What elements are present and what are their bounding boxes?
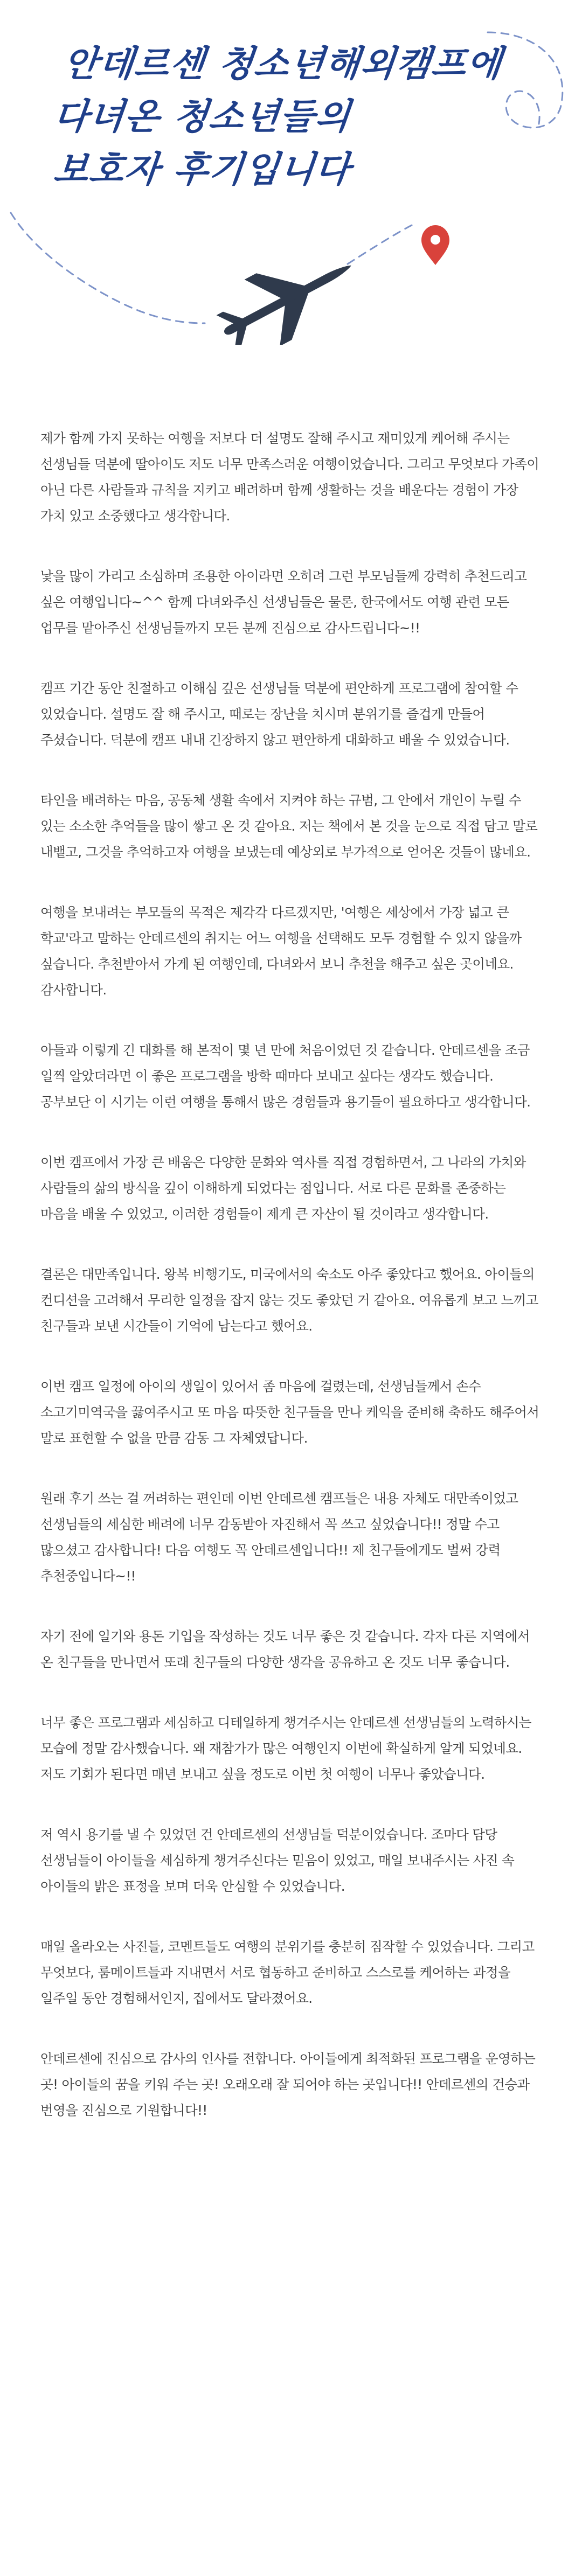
review-paragraph: 제가 함께 가지 못하는 여행을 저보다 더 설명도 잘해 주시고 재미있게 케어해 주시는 선생님들 덕분에 딸아이도 저도 너무 만족스러운 여행이었습니다. 그리고 무엇보다 가족이 아닌 다른 사람들과 규칙을 지키고 배려하며 함께 생활하는 것을 배운다는 경험이 가장 가치 있고 소중했다고 생각합니다. [40,430,539,524]
title-line-3: 보호자 후기입니다 [52,149,354,190]
dashed-path-left [11,213,205,323]
page-title [52,38,505,196]
review-paragraph: 이번 캠프에서 가장 큰 배움은 다양한 문화와 역사를 직접 경험하면서, 그 나라의 가치와 사람들의 삶의 방식을 깊이 이해하게 되었다는 점입니다. 서로 다른 문화를 존중하는 마음을 배울 수 있었고, 이러한 경험들이 제게 큰 자산이 될 것이라고 생각합니다. [40,1154,526,1222]
review-paragraph: 매일 올라오는 사진들, 코멘트들도 여행의 분위기를 충분히 짐작할 수 있었습니다. 그리고 무엇보다, 룸메이트들과 지내면서 서로 협동하고 준비하고 스스로를 케어하는 과정을 일주일 동안 경험해서인지, 집에서도 달라졌어요. [40,1939,535,2006]
review-paragraph: 낯을 많이 가리고 소심하며 조용한 아이라면 오히려 그런 부모님들께 강력히 추천드리고 싶은 여행입니다~^^ 함께 다녀와주신 선생님들은 물론, 한국에서도 여행 관련 모든 업무를 맡아주신 선생님들까지 모든 분께 진심으로 감사드립니다~!! [40,568,527,636]
review-paragraph: 이번 캠프 일정에 아이의 생일이 있어서 좀 마음에 걸렸는데, 선생님들께서 손수 소고기미역국을 끓여주시고 또 마음 따뜻한 친구들을 만나 케익을 준비해 축하도 해주어서 말로 표현할 수 없을 만큼 감동 그 자체였답니다. [40,1378,539,1446]
title-line-1: 안데르센 청소년해외캠프에 [61,43,505,85]
review-paragraph: 자기 전에 일기와 용돈 기입을 작성하는 것도 너무 좋은 것 같습니다. 각자 다른 지역에서 온 친구들을 만나면서 또래 친구들의 다양한 생각을 공유하고 온 것도 너무 좋습니다. [40,1628,530,1670]
review-paragraph: 타인을 배려하는 마음, 공동체 생활 속에서 지켜야 하는 규범, 그 안에서 개인이 누릴 수 있는 소소한 추억들을 많이 쌓고 온 것 같아요. 저는 책에서 본 것을 눈으로 직접 담고 말로 내뱉고, 그것을 추억하고자 여행을 보냈는데 예상외로 부가적으로 얻어온 것들이 많네요. [40,792,538,860]
map-pin-icon [421,225,449,265]
review-paragraph: 너무 좋은 프로그램과 세심하고 디테일하게 챙겨주시는 안데르센 선생님들의 노력하시는 모습에 정말 감사했습니다. 왜 재참가가 많은 여행인지 이번에 확실하게 알게 되었네요. 저도 기회가 된다면 매년 보내고 싶을 정도로 이번 첫 여행이 너무나 좋았습니다. [40,1715,531,1782]
review-paragraph: 원래 후기 쓰는 걸 꺼려하는 편인데 이번 안데르센 캠프들은 내용 자체도 대만족이었고 선생님들의 세심한 배려에 너무 감동받아 자진해서 꼭 쓰고 싶었습니다!! 정말 수고 많으셨고 감사합니다! 다음 여행도 꼭 안데르센입니다!! 제 친구들에게도 벌써 강력 추천중입니다~!! [40,1491,518,1584]
review-list [40,426,544,2158]
review-paragraph: 저 역시 용기를 낼 수 있었던 건 안데르센의 선생님들 덕분이었습니다. 조마다 담당 선생님들이 아이들을 세심하게 챙겨주신다는 믿음이 있었고, 매일 보내주시는 사진 속 아이들의 밝은 표정을 보며 더욱 안심할 수 있었습니다. [40,1827,515,1894]
review-paragraph: 여행을 보내려는 부모들의 목적은 제각각 다르겠지만, '여행은 세상에서 가장 넓고 큰 학교'라고 말하는 안데르센의 취지는 어느 여행을 선택해도 모두 경험할 수 있지 않을까 싶습니다. 추천받아서 가게 된 여행인데, 다녀와서 보니 추천을 해주고 싶은 곳이네요. 감사합니다. [40,904,522,998]
review-paragraph: 안데르센에 진심으로 감사의 인사를 전합니다. 아이들에게 최적화된 프로그램을 운영하는 곳! 아이들의 꿈을 키워 주는 곳! 오래오래 잘 되어야 하는 곳입니다!! 안데르센의 건승과 번영을 진심으로 기원합니다!! [40,2051,536,2118]
dashed-path-right [348,224,415,264]
review-paragraph: 캠프 기간 동안 친절하고 이해심 깊은 선생님들 덕분에 편안하게 프로그램에 참여할 수 있었습니다. 설명도 잘 해 주시고, 때로는 장난을 치시며 분위기를 즐겁게 만들어 주셨습니다. 덕분에 캠프 내내 긴장하지 않고 편안하게 대화하고 배울 수 있었습니다. [40,680,518,748]
review-paragraph: 결론은 대만족입니다. 왕복 비행기도, 미국에서의 숙소도 아주 좋았다고 했어요. 아이들의 컨디션을 고려해서 무리한 일정을 잡지 않는 것도 좋았던 거 같아요. 여유롭게 보고 느끼고 친구들과 보낸 시간들이 기억에 남는다고 했어요. [40,1266,538,1334]
review-paragraph: 아들과 이렇게 긴 대화를 해 본적이 몇 년 만에 처음이었던 것 같습니다. 안데르센을 조금 일찍 알았더라면 이 좋은 프로그램을 방학 때마다 보내고 싶다는 생각도 했습니다. 공부보단 이 시기는 이런 여행을 통해서 많은 경험들과 용기들이 필요하다고 생각합니다. [40,1042,531,1110]
hero-header [0,0,582,345]
airplane-icon [207,232,369,345]
title-line-2: 다녀온 청소년들의 [52,96,354,137]
